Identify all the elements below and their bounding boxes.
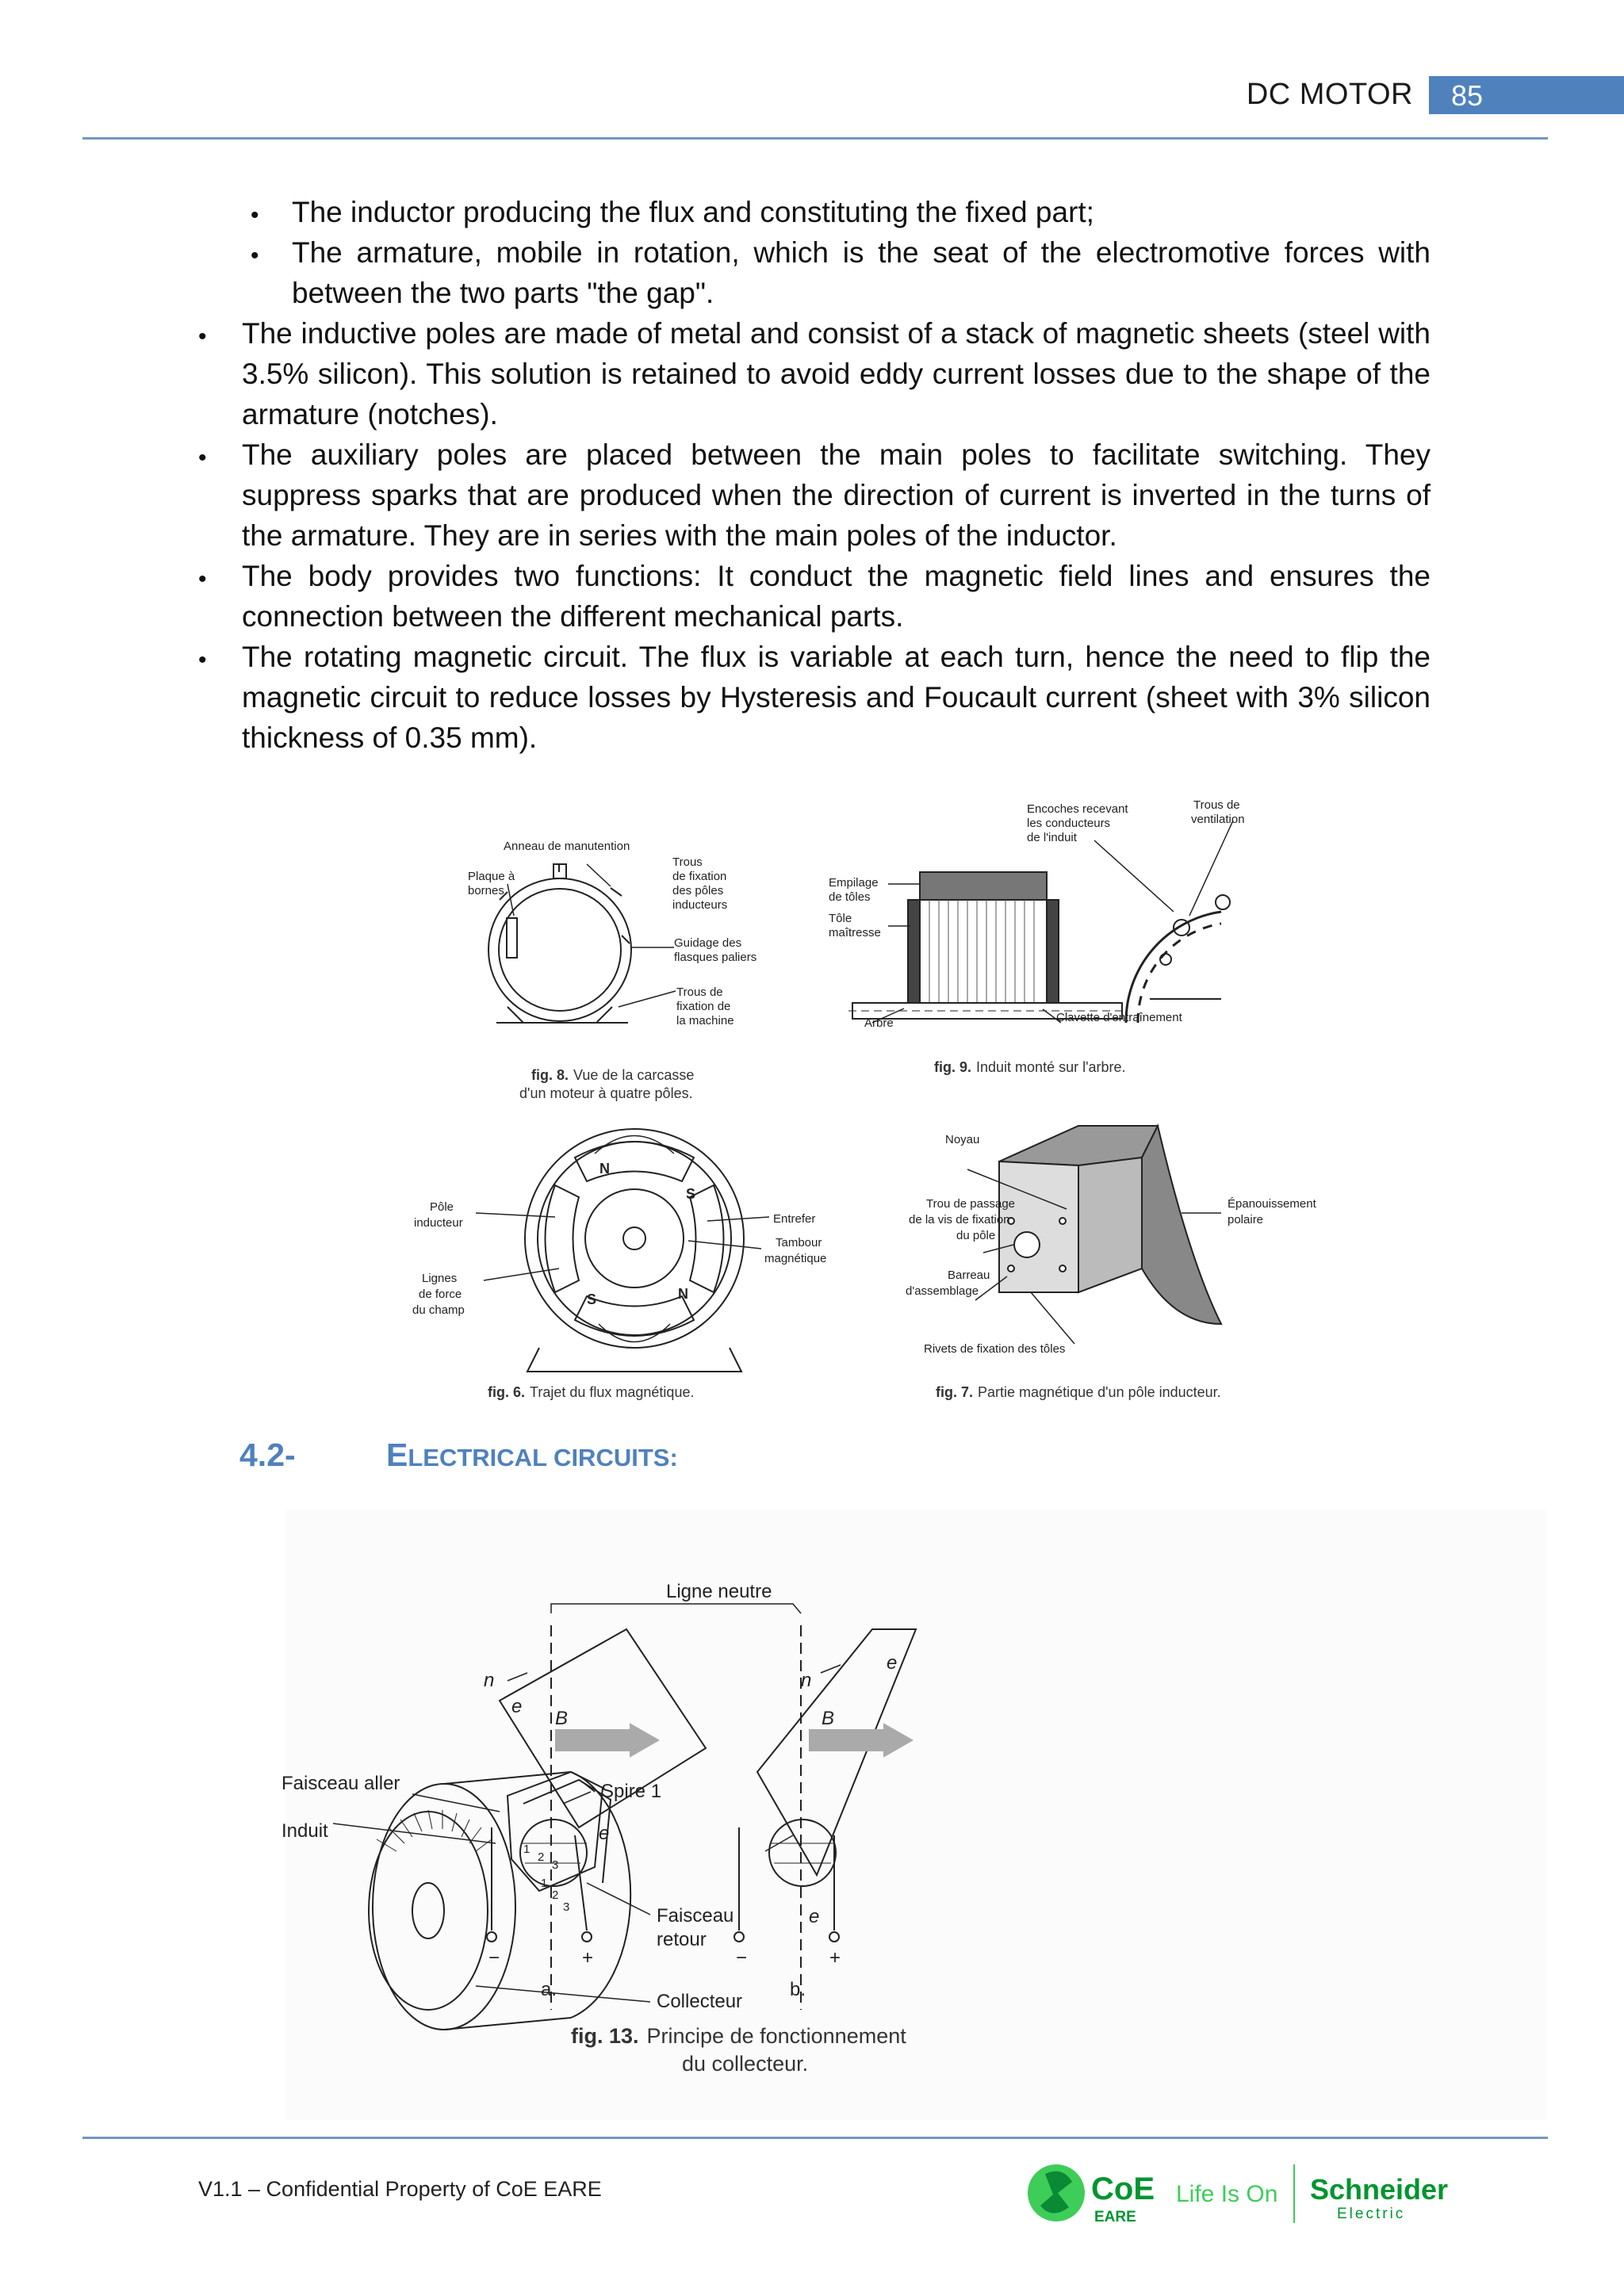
fig9-label: de l'induit (1027, 831, 1077, 844)
fig6-label: Tambour (776, 1236, 822, 1249)
fig6-label: Entrefer (773, 1212, 816, 1226)
fig9-labels (829, 798, 1245, 1030)
pole-letter: S (686, 1186, 696, 1202)
fig13-label: B (555, 1708, 569, 1729)
fig7-label: du pôle (956, 1229, 996, 1242)
section-title (386, 1437, 678, 1474)
bullet-item: The auxiliary poles are placed between the main poles to facilitate switching. They suppress sparks that are produced when the direction of current is inverted in the turns of the armature. They are in series with the main poles of the inductor. (242, 438, 1431, 552)
fig8-label: Anneau de manutention (504, 840, 630, 853)
fig9-caption-text: Induit monté sur l'arbre. (976, 1059, 1126, 1075)
conductor-number: 1 (523, 1843, 530, 1856)
fig9-label: Clavette d'entraînement (1056, 1011, 1182, 1024)
armature-label: Spire 1 (601, 1781, 662, 1802)
footer-text: V1.1 – Confidential Property of CoE EARE (198, 2177, 602, 2201)
fig7-caption-text: Partie magnétique d'un pôle inducteur. (978, 1384, 1221, 1400)
fig9-caption (934, 1059, 1126, 1075)
fig13-label: a. (541, 1979, 557, 2000)
motor-figures-panel (396, 785, 1396, 1419)
fig6-caption-num: fig. 6. (488, 1384, 526, 1400)
armature-label: Faisceau (657, 1905, 734, 1927)
footer-logos (1023, 2158, 1467, 2231)
svg-text:fig. 6.Trajet du flux magnétiq (488, 1384, 694, 1400)
fig6-label: inducteur (414, 1216, 463, 1230)
fig9-label: Trous de (1193, 798, 1240, 812)
section-title-rest: LECTRICAL CIRCUITS: (408, 1444, 678, 1471)
pole-letter: S (587, 1292, 597, 1307)
bullet-item: The inductive poles are made of metal and consist of a stack of magnetic sheets (steel with 3.5% silicon). This solution is retained to avoid eddy current losses due to the shape of the armature (notches). (242, 317, 1431, 430)
armature-label: Faisceau aller (282, 1773, 400, 1794)
fig8-caption-text: Vue de la carcasse (573, 1067, 695, 1083)
schneider-electric-logo (1310, 2173, 1448, 2222)
fig9-label: ventilation (1191, 813, 1245, 826)
conductor-number: 3 (563, 1900, 570, 1914)
fig7-label: Noyau (945, 1133, 980, 1146)
fig9-armature-diagram (848, 821, 1233, 1023)
fig9-label: Empilage (829, 876, 879, 890)
fig9-label: Encoches recevant (1027, 802, 1128, 816)
fig13-label: + (582, 1947, 594, 1969)
fig9-label: de tôles (829, 890, 871, 904)
fig13-caption-text: Principe de fonctionnement (646, 2024, 906, 2048)
coe-logo-subtext: EARE (1094, 2209, 1136, 2225)
fig6-caption (488, 1384, 694, 1400)
fig13-label: B (822, 1708, 835, 1729)
fig13-label: e (887, 1652, 898, 1674)
fig9-caption-num: fig. 9. (934, 1059, 972, 1075)
fig9-label: les conducteurs (1027, 817, 1111, 830)
bullet-item: The body provides two functions: It conduct the magnetic field lines and ensures the connection between the different mechanical parts. (242, 560, 1431, 633)
brand-subtext: Electric (1337, 2206, 1406, 2222)
conductor-number: 3 (552, 1858, 559, 1872)
conductor-number: 1 (541, 1877, 548, 1890)
fig8-label: Plaque à (468, 870, 515, 883)
conductor-number: 2 (552, 1888, 559, 1902)
conductor-number: 2 (538, 1850, 545, 1864)
bullet-symbol: • (251, 202, 259, 228)
fig7-label: polaire (1228, 1213, 1264, 1226)
header-rule (82, 137, 1548, 140)
page-number: 85 (1451, 79, 1484, 112)
fig8-label: Trous de (676, 985, 723, 999)
fig6-label: magnétique (764, 1252, 827, 1265)
fig7-label: Barreau (948, 1269, 990, 1282)
fig9-label: maîtresse (829, 926, 881, 939)
bullet-symbol: • (198, 323, 207, 350)
armature-label: retour (657, 1929, 707, 1950)
fig13-label: + (829, 1947, 841, 1969)
fig8-caption-text: d'un moteur à quatre pôles. (519, 1085, 693, 1101)
sub-bullet-item: The armature, mobile in rotation, which is the seat of the electromotive forces with between the two parts "the gap". (292, 236, 1431, 309)
bullet-item: The rotating magnetic circuit. The flux is variable at each turn, hence the need to flip the magnetic circuit to reduce losses by Hysteresis and Foucault current (sheet with 3% silicon thickness of 0.35 mm). (242, 641, 1431, 754)
fig6-label: du champ (412, 1303, 465, 1317)
svg-text:fig. 9.Induit monté sur l'arbr (934, 1059, 1126, 1075)
armature-label: Induit (282, 1820, 328, 1842)
fig7-caption-num: fig. 7. (936, 1384, 974, 1400)
bullet-symbol: • (198, 647, 207, 673)
fig8-label: flasques paliers (674, 951, 757, 964)
fig6-caption-text: Trajet du flux magnétique. (530, 1384, 695, 1400)
pole-letter: N (678, 1286, 688, 1302)
fig13-label: e (511, 1696, 523, 1717)
brand-text: Schneider (1310, 2173, 1449, 2206)
fig13-label: n (801, 1670, 812, 1691)
fig13-label: e (599, 1823, 610, 1844)
fig13-caption-num: fig. 13. (571, 2024, 639, 2048)
fig9-label: Arbre (864, 1016, 894, 1030)
fig13-label: Ligne neutre (666, 1581, 772, 1602)
fig6-flux-diagram (476, 1129, 769, 1372)
fig7-label: Épanouissement (1228, 1197, 1316, 1211)
fig7-label: d'assemblage (906, 1284, 979, 1298)
fig8-label: bornes (468, 884, 504, 897)
fig13-label: b. (790, 1979, 806, 2000)
fig7-caption (936, 1384, 1221, 1400)
svg-text:fig. 7.Partie magnétique d'un (936, 1384, 1221, 1400)
fig8-label: la machine (676, 1014, 734, 1027)
fig6-label: Pôle (430, 1200, 454, 1214)
fig7-label: Rivets de fixation des tôles (924, 1342, 1066, 1356)
fig8-label: inducteurs (672, 898, 728, 912)
fig8-label: Trous (672, 855, 703, 869)
fig9-label: Tôle (829, 912, 852, 925)
fig8-caption (519, 1067, 694, 1101)
fig6-label: de force (419, 1288, 462, 1301)
svg-text:fig. 13.Principe de fonctionne (571, 2024, 906, 2048)
fig8-carcass-diagram (488, 864, 676, 1023)
bullet-symbol: • (251, 243, 259, 269)
fig7-pole-diagram (967, 1126, 1221, 1344)
fig6-label: Lignes (422, 1272, 458, 1285)
sub-bullet-item: The inductor producing the flux and constituting the fixed part; (292, 196, 1094, 228)
section-title-initial: E (386, 1437, 408, 1473)
footer-rule (82, 2137, 1548, 2139)
coe-eare-logo (1028, 2164, 1155, 2225)
armature-label: Collecteur (657, 1991, 743, 2012)
fig13-label: n (484, 1670, 495, 1691)
pole-letter: N (599, 1161, 610, 1177)
fig13-caption-text: du collecteur. (682, 2052, 809, 2076)
electrical-figures-panel (238, 1510, 1546, 2121)
fig6-pole-letters (587, 1161, 695, 1307)
fig8-caption-num: fig. 8. (531, 1067, 569, 1083)
fig13-label: − (736, 1947, 748, 1969)
section-number: 4.2- (239, 1437, 296, 1473)
bullet-symbol: • (198, 445, 207, 471)
fig8-label: fixation de (676, 1000, 731, 1013)
svg-text:fig. 8.Vue de la carcasse (531, 1067, 694, 1083)
fig8-label: des pôles (672, 884, 724, 897)
bullet-symbol: • (198, 566, 207, 592)
figure-background (285, 1510, 1546, 2121)
fig7-label: Trou de passage (926, 1197, 1016, 1211)
coe-logo-text: CoE (1091, 2172, 1155, 2206)
slogan-text: Life Is On (1176, 2181, 1278, 2207)
fig8-label: de fixation (672, 870, 727, 883)
fig13-label: e (809, 1906, 820, 1927)
fig8-label: Guidage des (674, 936, 742, 950)
fig13-label: − (488, 1947, 500, 1969)
header-title: DC MOTOR (1246, 78, 1413, 111)
fig7-label: de la vis de fixation (909, 1213, 1010, 1226)
